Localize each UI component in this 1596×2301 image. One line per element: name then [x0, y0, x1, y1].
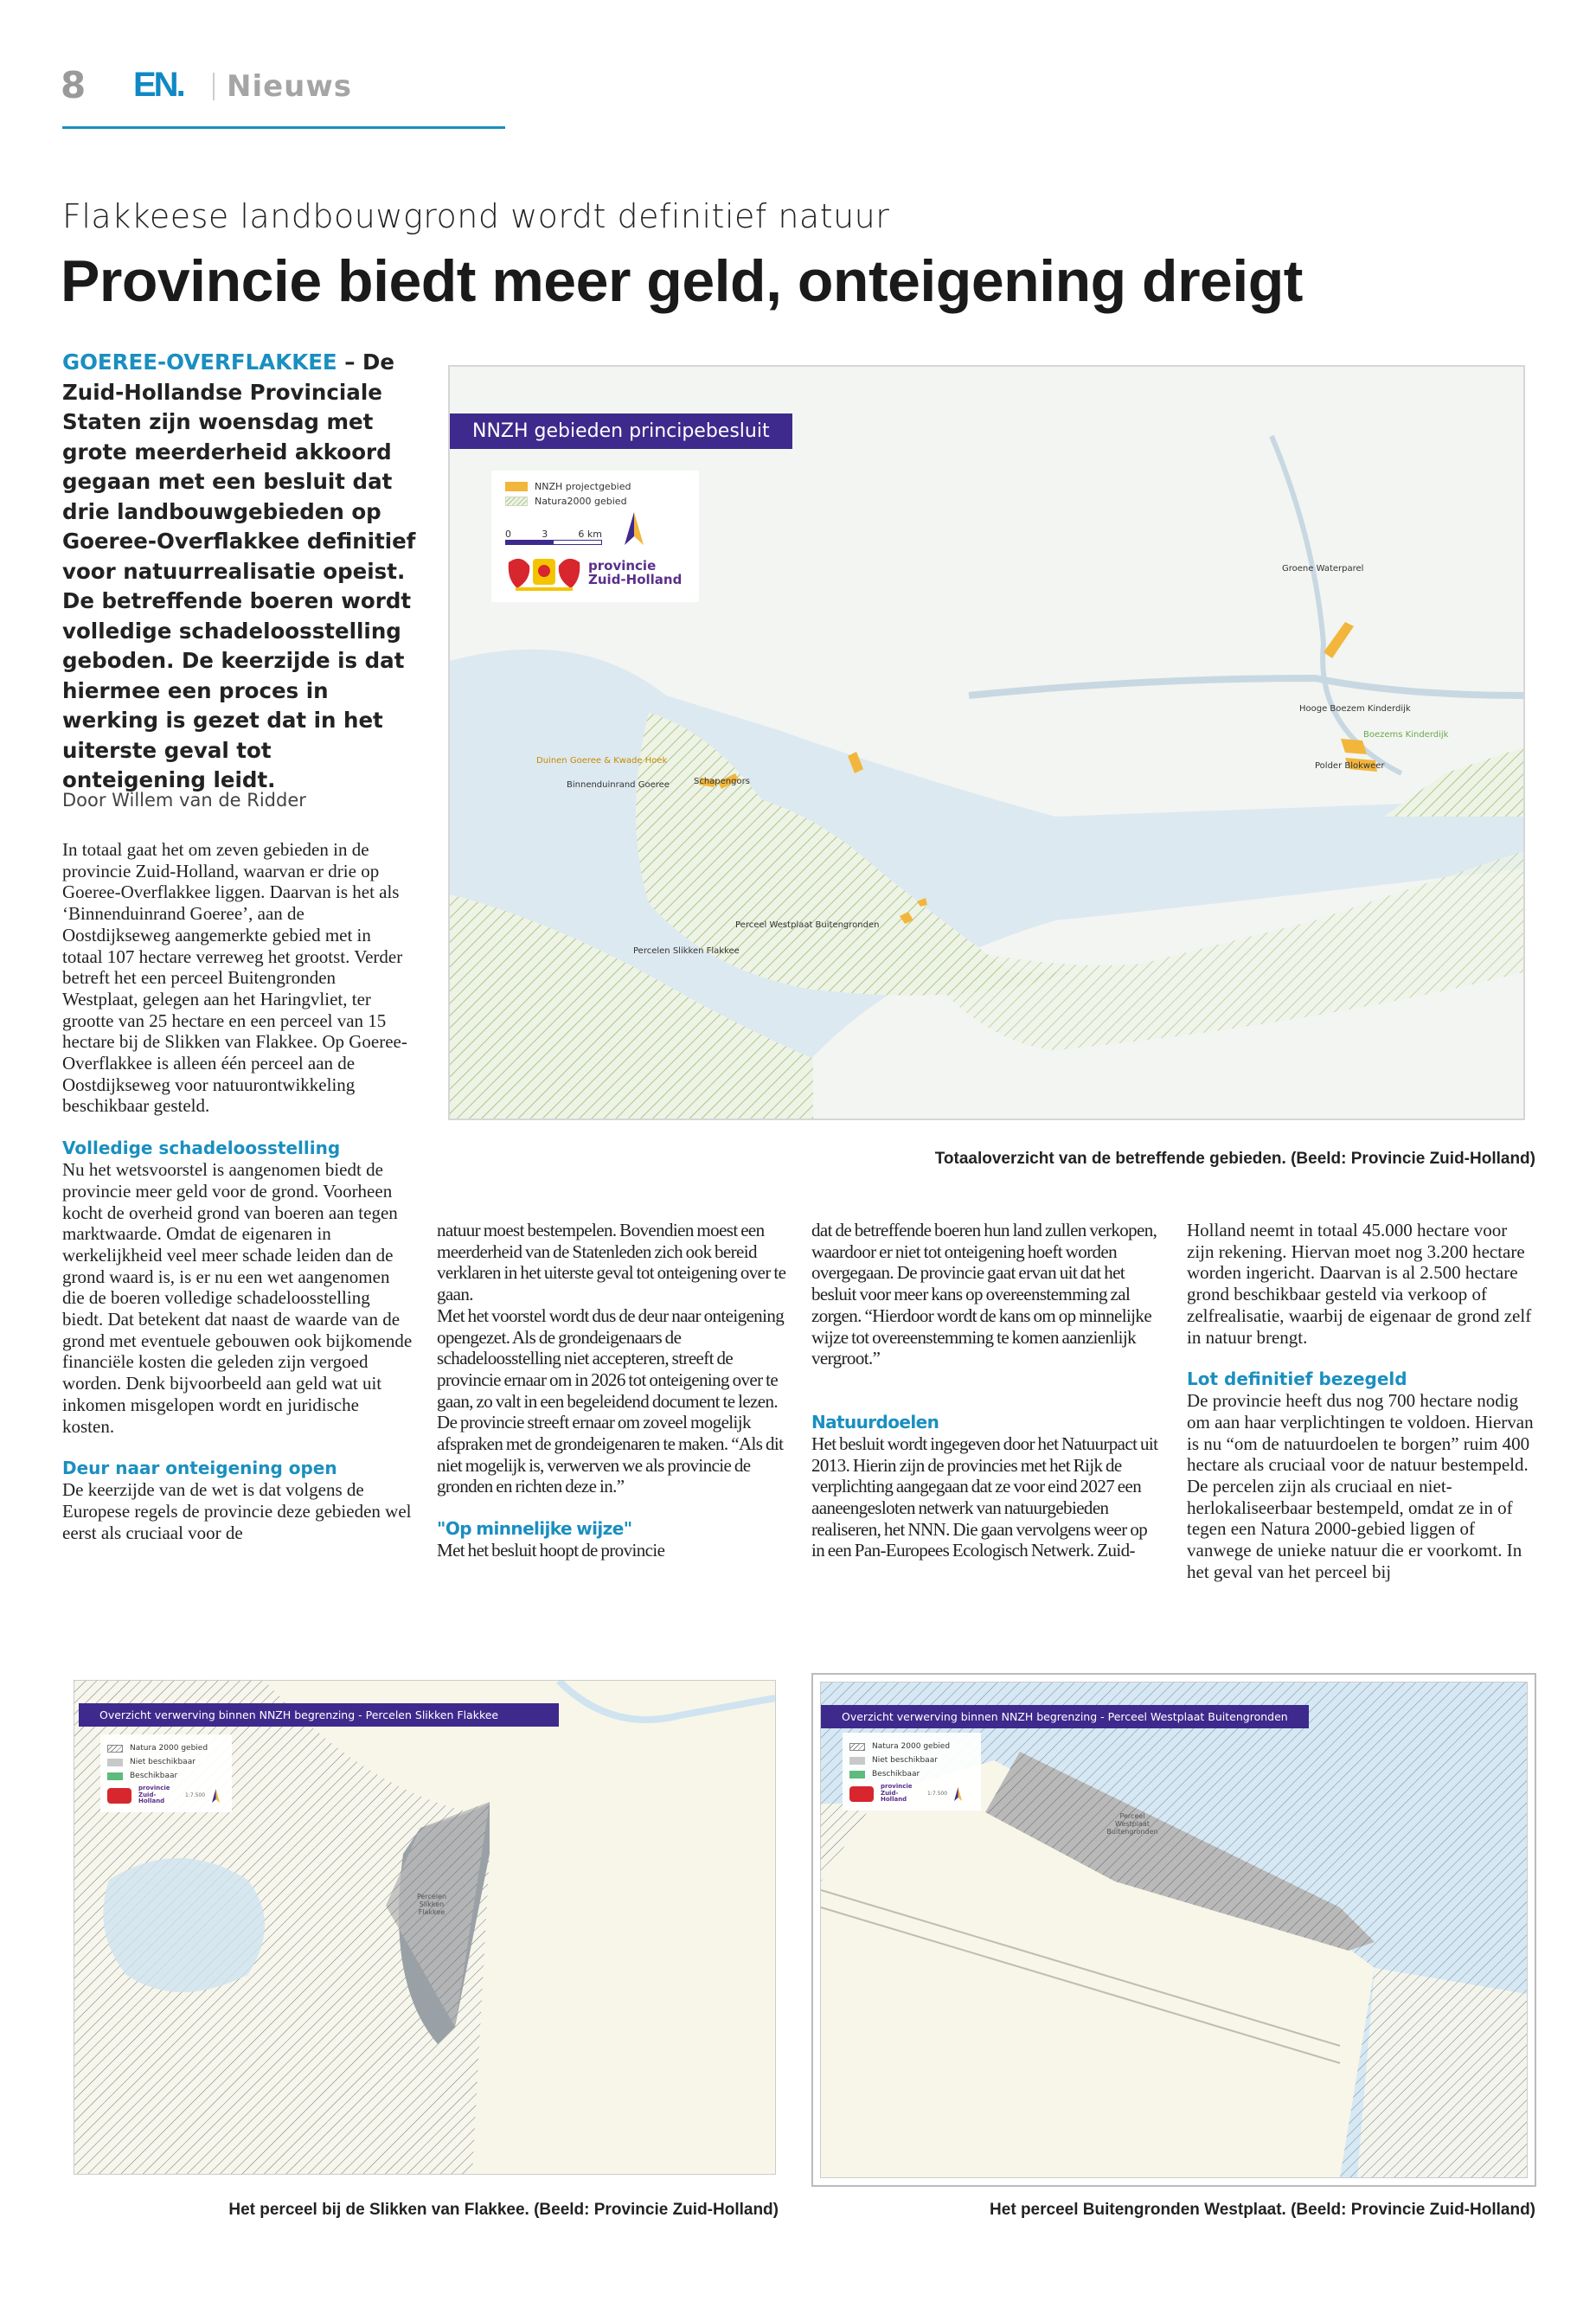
legend-label: Beschikbaar	[872, 1770, 920, 1779]
legend-label: Beschikbaar	[130, 1772, 178, 1780]
map-label: Polder Blokweer	[1315, 761, 1385, 771]
byline: Door Willem van de Ridder	[62, 790, 306, 811]
paragraph: Holland neemt in totaal 45.000 hectare voor zijn rekening. Hiervan moet nog 3.200 hectare worden ingericht. Daarvan is al 2.500 hectare grond beschikbaar gesteld via verkoop of zelfrealisatie, waarbij de eigenaar de grond zelf in natuur brengt.	[1187, 1220, 1532, 1348]
subheading: "Op minnelijke wijze"	[437, 1518, 632, 1540]
map-title: NNZH gebieden principebesluit	[450, 413, 792, 449]
map-label: Hooge Boezem Kinderdijk	[1299, 704, 1411, 714]
scale-bar-labels	[505, 529, 602, 540]
overview-map	[448, 365, 1525, 1120]
paragraph: dat de betreffende boeren hun land zullen verkopen, waardoor er niet tot onteigening hoeft worden overgegaan. De provincie gaat ervan uit dat het besluit voor meer kans op overeenstemming zal zorgen. “Hierdoor wordt de kans om op minnelijke wijze tot overeenstemming te komen aanzienlijk vergroot.”	[811, 1220, 1157, 1369]
province-coat-of-arms-icon	[505, 554, 583, 592]
dateline-place: GOEREE-OVERFLAKKEE	[62, 349, 337, 375]
north-arrow-icon	[625, 512, 644, 545]
map-legend	[843, 1733, 981, 1811]
grey-swatch-icon	[107, 1759, 123, 1766]
map-caption: Het perceel bij de Slikken van Flakkee. (Beeld: Provincie Zuid-Holland)	[228, 2201, 779, 2219]
hatch-swatch-icon	[849, 1743, 865, 1751]
map-scale: 1:7.500	[927, 1790, 948, 1797]
paragraph: Met het besluit hoopt de provincie	[437, 1540, 665, 1561]
paragraph: natuur moest bestempelen. Bovendien moest een meerderheid van de Statenleden zich ook bereid verklaren in het uiterste geval tot onteigening over te gaan.	[437, 1220, 786, 1305]
subheading: Volledige schadeloosstelling	[62, 1138, 341, 1159]
scale-label: 6 km	[578, 529, 602, 540]
legend-item	[849, 1767, 974, 1781]
body-column-4	[1187, 1220, 1537, 1583]
province-coat-of-arms-icon	[849, 1786, 874, 1802]
province-logo-text: provincie Zuid-Holland	[138, 1785, 170, 1805]
body-column-3	[811, 1220, 1162, 1561]
province-logo-text: provincie Zuid-Holland	[588, 557, 683, 587]
paragraph: In totaal gaat het om zeven gebieden in de provincie Zuid-Holland, waarvan er drie op Goeree-Overflakkee liggen. Daarvan is het als ‘Binnenduinrand Goeree’, aan de Oostdijkseweg aangemerkte gebied met in totaal 107 hectare verreweg het grootst. Verder betreft het een perceel Buitengronden Westplaat, gelegen aan het Haringvliet, ter grootte van 25 hectare en een perceel van 15 hectare bij de Slikken van Flakkee. Op Goeree-Overflakkee is alleen één perceel aan de Oostdijkseweg voor natuurontwikkeling beschikbaar gesteld.	[62, 839, 407, 1117]
map-label: Schapengors	[694, 777, 750, 786]
article-headline: Provincie biedt meer geld, onteigening dreigt	[61, 248, 1303, 314]
legend-item	[849, 1753, 974, 1767]
natura-swatch-icon	[505, 497, 528, 506]
legend-item	[107, 1755, 225, 1769]
paragraph: De keerzijde van de wet is dat volgens de Europese regels de provincie deze gebieden wel eerst als cruciaal voor de	[62, 1479, 412, 1543]
province-coat-of-arms-icon	[107, 1788, 131, 1804]
map-title: Overzicht verwerving binnen NNZH begrenzing - Perceel Westplaat Buitengronden	[821, 1705, 1309, 1728]
legend-item	[849, 1740, 974, 1753]
page-number: 8	[61, 64, 87, 106]
green-swatch-icon	[849, 1771, 865, 1779]
paragraph: De provincie heeft dus nog 700 hectare nodig om aan haar verplichtingen te voldoen. Hiervan is nu “om de natuurdoelen te borgen” ruim 400 hectare als cruciaal voor de natuur bestempeld. De percelen zijn als cruciaal en niet-herlokaliseerbaar bestempeld, omdat ze in of tegen een Natura 2000-gebied liggen of vanwege de unieke natuur die er voorkomt. In het geval van het perceel bij	[1187, 1390, 1534, 1582]
westplaat-map	[811, 1673, 1536, 2187]
legend-item	[107, 1741, 225, 1755]
slikken-flakkee-map	[74, 1680, 776, 2175]
map-legend	[491, 471, 699, 602]
map-caption: Totaaloverzicht van de betreffende gebieden. (Beeld: Provincie Zuid-Holland)	[934, 1150, 1535, 1168]
hatch-swatch-icon	[107, 1745, 123, 1753]
legend-label: Natura 2000 gebied	[872, 1742, 951, 1751]
map-label: Duinen Goeree & Kwade Hoek	[536, 756, 668, 766]
map-scale: 1:7.500	[185, 1791, 206, 1798]
subheading: Deur naar onteigening open	[62, 1458, 337, 1479]
scale-bar	[505, 540, 602, 545]
paragraph: Met het voorstel wordt dus de deur naar onteigening opengezet. Als de grondeigenaars de schadeloosstelling niet accepteren, streeft de provincie ernaar om in 2026 tot onteigening over te gaan, zo valt in een begeleidend document te lezen. De provincie streeft ernaar om zoveel mogelijk afspraken met de grondeigenaren te maken. “Als dit niet mogelijk is, verwerven we als provincie de gronden en richten deze in.”	[437, 1304, 785, 1497]
scale-label: 0	[505, 529, 511, 540]
legend-item	[107, 1769, 225, 1783]
legend-label: Natura 2000 gebied	[130, 1744, 208, 1753]
section-name: Nieuws	[227, 69, 353, 104]
map-title: Overzicht verwerving binnen NNZH begrenzing - Percelen Slikken Flakkee	[79, 1703, 559, 1727]
article-kicker: Flakkeese landbouwgrond wordt definitief natuur	[62, 197, 890, 235]
green-swatch-icon	[107, 1772, 123, 1780]
map-label: Boezems Kinderdijk	[1363, 730, 1449, 740]
province-logo-text: provincie Zuid-Holland	[881, 1783, 913, 1804]
map-label: Perceel Westplaat Buitengronden	[735, 920, 880, 930]
grey-swatch-icon	[849, 1757, 865, 1765]
north-arrow-icon	[954, 1787, 962, 1801]
map-caption: Het perceel Buitengronden Westplaat. (Beeld: Provincie Zuid-Holland)	[990, 2201, 1535, 2219]
legend-label: NNZH projectgebied	[535, 481, 631, 492]
header-rule	[62, 126, 505, 129]
map-legend	[100, 1734, 232, 1812]
publication-logo: EN.	[133, 66, 183, 104]
map-label: Perceel Westplaat Buitengronden	[1106, 1812, 1158, 1836]
legend-item	[505, 481, 685, 492]
legend-label: Natura2000 gebied	[535, 496, 627, 507]
article-intro	[62, 348, 417, 796]
map-label: Binnenduinrand Goeree	[567, 780, 670, 790]
body-column-2	[437, 1220, 787, 1561]
north-arrow-icon	[212, 1789, 220, 1803]
legend-item	[505, 496, 685, 507]
header-divider	[213, 73, 215, 100]
paragraph: Nu het wetsvoorstel is aangenomen biedt de provincie meer geld voor de grond. Voorheen kocht de overheid grond van boeren aan tegen marktwaarde. Omdat de eigenaren in werkelijkheid veel meer schade leiden dan de grond waard is, is er nu een wet aangenomen die de boeren volledige schadeloosstelling biedt. Dat betekent dat naast de waarde van de grond met eventuele gebouwen ook bijkomende financiële kosten die geleden zijn vergoed worden. Denk bijvoorbeeld aan geld wat uit inkomen misgelopen wordt en juridische kosten.	[62, 1159, 413, 1437]
legend-label: Niet beschikbaar	[130, 1758, 195, 1766]
body-column-1	[62, 839, 413, 1543]
project-area-swatch-icon	[505, 482, 528, 491]
map-label: Groene Waterparel	[1282, 564, 1364, 574]
intro-text: – De Zuid-Hollandse Provinciale Staten zijn woensdag met grote meerderheid akkoord gegaan met een besluit dat drie landbouwgebieden op Goeree-Overflakkee definitief voor natuurrealisatie opeist. De betreffende boeren wordt volledige schadeloosstelling geboden. De keerzijde is dat hiermee een proces in werking is gezet dat in het uiterste geval tot onteigening leidt.	[62, 349, 416, 792]
subheading: Lot definitief bezegeld	[1187, 1368, 1407, 1390]
scale-label: 3	[542, 529, 548, 540]
map-label: Percelen Slikken Flakkee	[416, 1893, 447, 1916]
legend-label: Niet beschikbaar	[872, 1756, 938, 1765]
paragraph: Het besluit wordt ingegeven door het Natuurpact uit 2013. Hierin zijn de provincies met het Rijk de verplichting aangegaan dat ze voor eind 2027 een aaneengesloten netwerk van natuurgebieden realiseren, het NNN. Die gaan vervolgens weer op in een Pan-Europees Ecologisch Netwerk. Zuid-	[811, 1433, 1158, 1561]
map-label: Percelen Slikken Flakkee	[633, 946, 740, 956]
subheading: Natuurdoelen	[811, 1411, 939, 1433]
